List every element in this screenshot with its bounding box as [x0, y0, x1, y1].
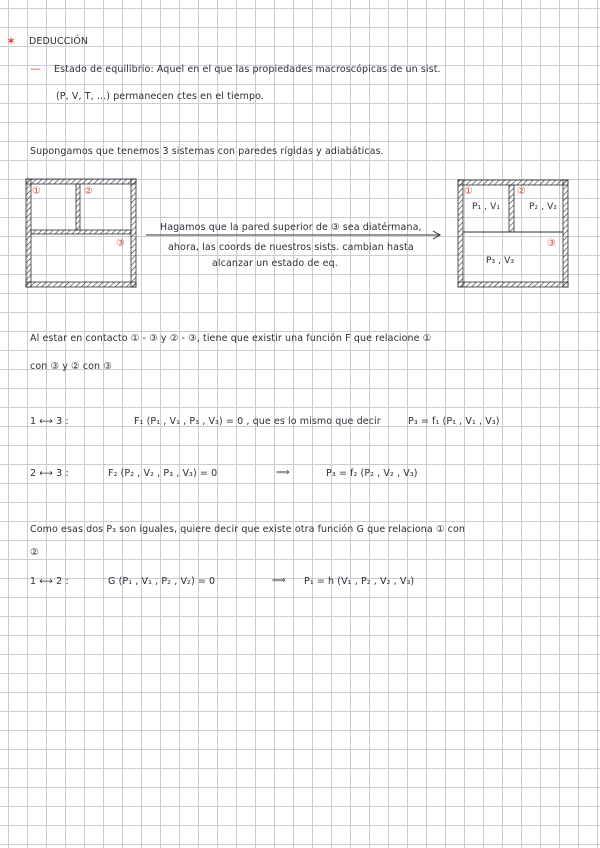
right-system-2-label: ②: [517, 186, 527, 197]
left-box: [26, 179, 136, 287]
left-system-2-label: ②: [84, 186, 94, 197]
eq3-expression: G (P₁ , V₁ , P₂ , V₂) = 0: [108, 576, 216, 587]
intro-text: Supongamos que tenemos 3 sistemas con paredes rígidas y adiabáticas.: [30, 146, 384, 157]
right-system-3-label: ③: [547, 238, 557, 249]
eq1-expression: F₁ (P₁ , V₁ , P₃ , V₃) = 0 , que es lo mismo que decir: [134, 416, 381, 427]
conclusion-line-2: ②: [30, 547, 39, 558]
definition-dash: —: [30, 62, 42, 75]
left-system-3-label: ③: [116, 238, 126, 249]
right-box: [458, 180, 568, 287]
section-title: DEDUCCIÓN: [29, 36, 89, 47]
eq2-label: 2 ⟷ 3 :: [30, 468, 69, 479]
arrow-text-line-2: ahora, las coords de nuestros sists. cambian hasta: [168, 242, 414, 253]
eq1-label: 1 ⟷ 3 :: [30, 416, 69, 427]
contact-line-1: Al estar en contacto ① - ③ y ② - ③, tiene que existir una función F que relacione ①: [30, 333, 432, 344]
eq2-arrow-icon: ⟹: [276, 467, 290, 478]
eq3-arrow-icon: ⟹: [272, 575, 286, 586]
eq2-expression: F₂ (P₂ , V₂ , P₃ , V₃) = 0: [108, 468, 218, 479]
arrow-text-line-1: Hagamos que la pared superior de ③ sea diatérmana,: [160, 222, 422, 233]
definition-line-2: (P, V, T, ...) permanecen ctes en el tiempo.: [56, 91, 265, 102]
conclusion-line-1: Como esas dos P₃ son iguales, quiere decir que existe otra función G que relaciona ① con: [30, 524, 466, 535]
eq2-result: P₃ = f₂ (P₂ , V₂ , V₃): [326, 468, 418, 479]
eq1-result: P₃ = f₁ (P₁ , V₁ , V₃): [408, 416, 500, 427]
eq3-result: P₁ = h (V₁ , P₂ , V₂ , V₃): [304, 576, 415, 587]
eq3-label: 1 ⟷ 2 :: [30, 576, 69, 587]
contact-line-2: con ③ y ② con ③: [30, 361, 112, 372]
bullet-star-icon: ✶: [6, 34, 17, 48]
arrow-text-line-3: alcanzar un estado de eq.: [212, 258, 338, 269]
right-system-2-vars: P₂ , V₂: [529, 202, 558, 212]
right-system-3-vars: P₃ , V₃: [486, 256, 515, 266]
right-system-1-label: ①: [464, 186, 474, 197]
definition-line-1: Estado de equilibrio: Aquel en el que las propiedades macroscópicas de un sist.: [54, 64, 441, 75]
right-system-1-vars: P₁ , V₁: [472, 202, 501, 212]
left-system-1-label: ①: [32, 186, 42, 197]
